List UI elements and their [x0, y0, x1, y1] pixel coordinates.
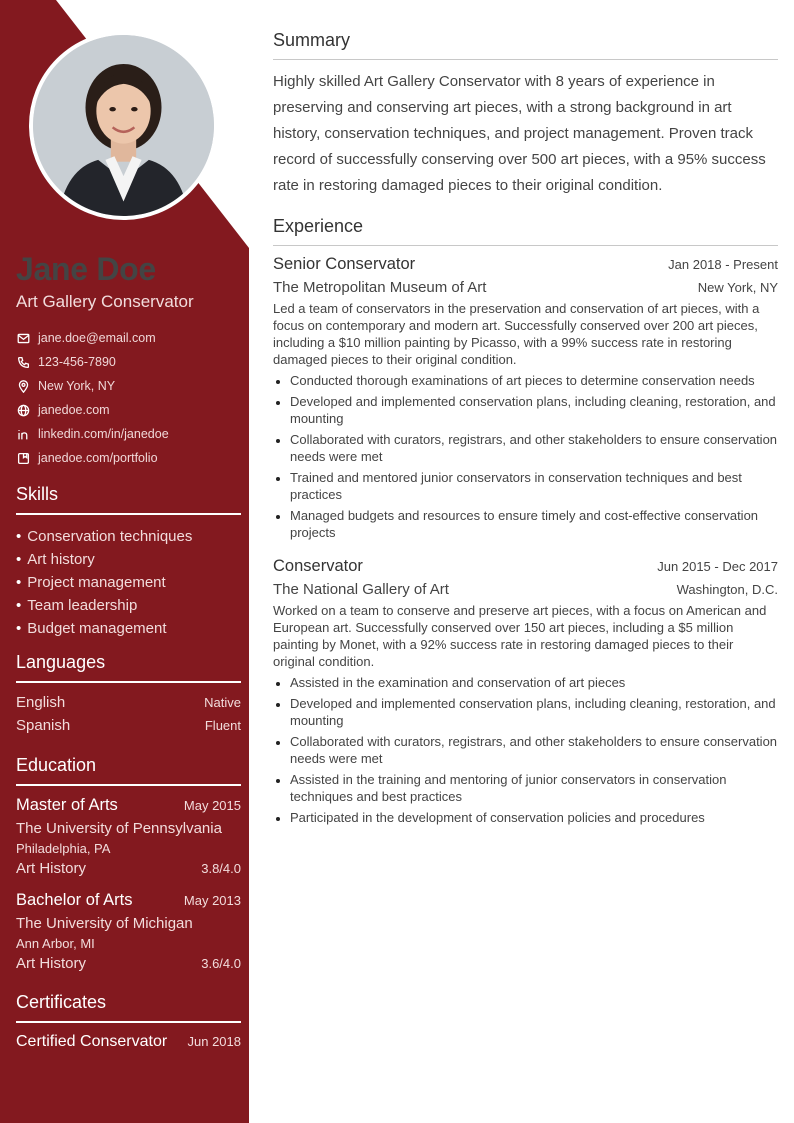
- job-bullet: Collaborated with curators, registrars, and other stakeholders to ensure conservation needs were met: [273, 431, 778, 465]
- skill-item: • Team leadership: [16, 594, 241, 617]
- profile-photo: [29, 31, 218, 220]
- portfolio-icon: [16, 451, 30, 465]
- skill-item: • Project management: [16, 571, 241, 594]
- job-description: Worked on a team to conserve and preserve art pieces, with a focus on American and European art. Successfully conserved over 150 art pieces, including a $5 million painting by Monet, with a 92% success rate in restoring damaged pieces to their original condition.: [273, 603, 767, 669]
- mail-icon: [16, 331, 30, 345]
- education-gpa: 3.8/4.0: [201, 861, 241, 876]
- contact-email[interactable]: [16, 326, 241, 350]
- skill-item: • Conservation techniques: [16, 525, 241, 548]
- job-bullet: Conducted thorough examinations of art pieces to determine conservation needs: [273, 372, 778, 389]
- language-name: English: [16, 694, 66, 711]
- summary-text: Highly skilled Art Gallery Conservator with 8 years of experience in preserving and conserving art pieces, with a strong background in art history, conservation techniques, and project management. Proven track record of successfully conserving over 500 art pieces, with a 95% success rate in restoring damaged pieces to their original condition.: [273, 73, 766, 194]
- job-company: The National Gallery of Art: [273, 581, 449, 598]
- globe-icon: [16, 403, 30, 417]
- language-item: [16, 714, 241, 737]
- linkedin-icon: [16, 427, 30, 441]
- education-heading: Education: [16, 755, 241, 786]
- contact-phone[interactable]: [16, 350, 241, 374]
- summary-heading: Summary: [273, 30, 778, 60]
- skill-item: • Budget management: [16, 617, 241, 640]
- job-bullet: Developed and implemented conservation plans, including cleaning, restoration, and mounting: [273, 393, 778, 427]
- education-field: Art History: [16, 860, 87, 877]
- sidebar-content: [16, 250, 241, 1051]
- education-degree: Master of Arts: [16, 796, 118, 814]
- job-bullet: Collaborated with curators, registrars, and other stakeholders to ensure conservation needs were met: [273, 733, 778, 767]
- contact-website-text: janedoe.com: [38, 403, 110, 417]
- job-company: The Metropolitan Museum of Art: [273, 279, 487, 296]
- contact-phone-text: 123-456-7890: [38, 355, 116, 369]
- certificate-date: Jun 2018: [187, 1034, 241, 1049]
- education-gpa: 3.6/4.0: [201, 956, 241, 971]
- job-bullet: Trained and mentored junior conservators in conservation techniques and best practices: [273, 469, 778, 503]
- experience-heading: Experience: [273, 216, 778, 246]
- language-level: Native: [204, 695, 241, 710]
- education-degree: Bachelor of Arts: [16, 891, 133, 909]
- contact-linkedin-text: linkedin.com/in/janedoe: [38, 427, 169, 441]
- certificate-name: Certified Conservator: [16, 1033, 168, 1050]
- skills-list: [16, 525, 241, 640]
- job-bullet: Developed and implemented conservation plans, including cleaning, restoration, and mounting: [273, 695, 778, 729]
- education-date: May 2015: [183, 798, 241, 813]
- education-location: Philadelphia, PA: [16, 841, 111, 856]
- job-entry: [273, 255, 778, 541]
- education-field: Art History: [16, 955, 87, 972]
- education-school: The University of Pennsylvania: [16, 820, 222, 837]
- main-content: [273, 30, 778, 830]
- education-item: [16, 891, 241, 972]
- skills-heading: Skills: [16, 484, 241, 515]
- contact-location: [16, 374, 241, 398]
- portrait-image: [33, 35, 214, 216]
- contact-portfolio-text: janedoe.com/portfolio: [38, 451, 158, 465]
- job-bullets: [273, 372, 778, 541]
- job-bullet: Participated in the development of conservation policies and procedures: [273, 809, 778, 826]
- job-title: Conservator: [273, 557, 363, 575]
- certificates-heading: Certificates: [16, 992, 241, 1023]
- contact-linkedin[interactable]: [16, 422, 241, 446]
- language-name: Spanish: [16, 717, 71, 734]
- job-date: Jan 2018 - Present: [668, 257, 778, 272]
- job-bullet: Assisted in the training and mentoring of junior conservators in conservation techniques and best practices: [273, 771, 778, 805]
- education-location: Ann Arbor, MI: [16, 936, 95, 951]
- contact-website[interactable]: [16, 398, 241, 422]
- candidate-title: Art Gallery Conservator: [16, 292, 194, 311]
- language-level: Fluent: [204, 718, 241, 733]
- languages-heading: Languages: [16, 652, 241, 683]
- job-bullet: Assisted in the examination and conservation of art pieces: [273, 674, 778, 691]
- job-location: New York, NY: [697, 280, 778, 295]
- job-bullet: Managed budgets and resources to ensure timely and cost-effective conservation projects: [273, 507, 778, 541]
- contact-portfolio[interactable]: [16, 446, 241, 470]
- job-entry: [273, 557, 778, 826]
- contact-location-text: New York, NY: [38, 379, 116, 393]
- location-icon: [16, 379, 30, 393]
- candidate-name: Jane Doe: [16, 251, 156, 287]
- language-item: [16, 691, 241, 714]
- languages-list: [16, 691, 241, 737]
- job-date: Jun 2015 - Dec 2017: [657, 559, 778, 574]
- contact-email-text: jane.doe@email.com: [38, 331, 156, 345]
- education-school: The University of Michigan: [16, 915, 193, 932]
- contact-list: [16, 326, 241, 470]
- job-location: Washington, D.C.: [676, 582, 778, 597]
- job-description: Led a team of conservators in the preservation and conservation of art pieces, with a focus on contemporary and modern art. Successfully conserved over 200 art pieces, including a $10 million painting by Picasso, with a 99% success rate in restoring damaged pieces to their original condition.: [273, 301, 760, 367]
- job-bullets: [273, 674, 778, 826]
- job-title: Senior Conservator: [273, 255, 416, 273]
- skill-item: • Art history: [16, 548, 241, 571]
- phone-icon: [16, 355, 30, 369]
- education-item: [16, 796, 241, 877]
- education-date: May 2013: [183, 893, 241, 908]
- certificate-item: [16, 1033, 241, 1051]
